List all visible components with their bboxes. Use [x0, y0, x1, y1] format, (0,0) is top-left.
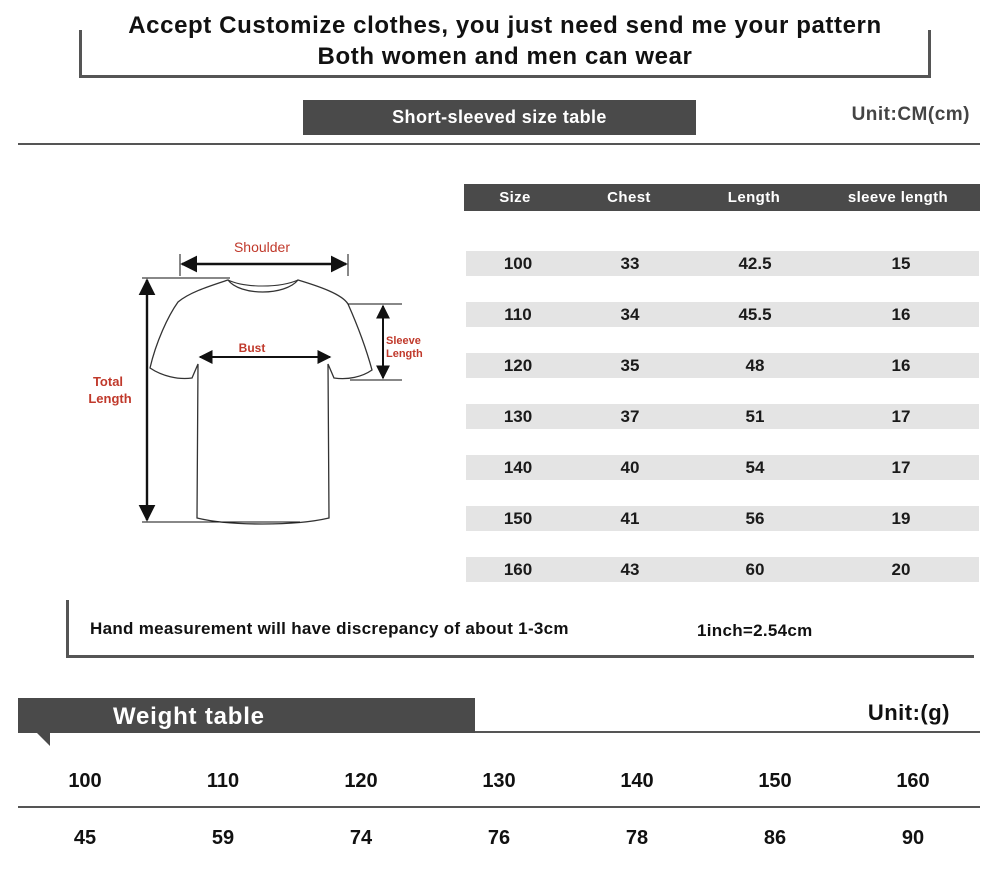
cell-chest: 40 [620, 458, 640, 477]
cell-size: 150 [503, 509, 533, 528]
inch-conversion-note: 1inch=2.54cm [697, 621, 813, 640]
weight-size-cell: 130 [482, 770, 516, 792]
tshirt-measurement-diagram [80, 230, 440, 530]
measurement-note: Hand measurement will have discrepancy of about 1-3cm [90, 619, 569, 638]
cell-sleeve: 17 [891, 407, 911, 426]
cell-chest: 41 [620, 509, 640, 528]
size-table-header [464, 184, 980, 211]
table-row [466, 455, 979, 480]
cell-length: 42.5 [738, 254, 772, 273]
cell-size: 140 [503, 458, 533, 477]
cell-sleeve: 15 [891, 254, 911, 273]
cell-sleeve: 20 [891, 560, 911, 579]
size-unit-label: Unit:CM(cm) [851, 104, 970, 125]
size-table-title: Short-sleeved size table [303, 100, 696, 135]
weight-size-cell: 160 [896, 770, 930, 792]
cell-sleeve: 16 [891, 356, 911, 375]
cell-sleeve: 19 [891, 509, 911, 528]
weight-size-cell: 140 [620, 770, 654, 792]
cell-length: 45.5 [738, 305, 772, 324]
cell-length: 54 [745, 458, 765, 477]
banner-line-2: Both women and men can wear [317, 43, 693, 70]
sleeve-label-line1: Sleeve [386, 335, 421, 347]
cell-length: 60 [745, 560, 765, 579]
cell-size: 110 [504, 305, 532, 324]
weight-size-cell: 110 [206, 770, 240, 792]
cell-chest: 34 [620, 305, 640, 324]
cell-sleeve: 17 [891, 458, 911, 477]
divider [18, 806, 980, 808]
cell-size: 100 [503, 254, 533, 273]
table-row [466, 404, 979, 429]
banner-line-1: Accept Customize clothes, you just need send me your pattern [128, 12, 882, 39]
total-length-label-line2: Length [88, 391, 132, 406]
weight-unit-label: Unit:(g) [867, 700, 950, 725]
table-row [466, 506, 979, 531]
weight-value-cell: 59 [211, 827, 235, 849]
table-row [466, 353, 979, 378]
table-row [466, 251, 979, 276]
header-sleeve-length: sleeve length [847, 189, 949, 206]
total-length-label-line1: Total [92, 374, 124, 389]
divider [18, 143, 980, 145]
header-length: Length [727, 189, 781, 206]
weight-size-cell: 100 [68, 770, 102, 792]
divider [475, 731, 980, 733]
table-row [466, 557, 979, 582]
bust-label: Bust [238, 341, 266, 355]
weight-value-cell: 74 [349, 827, 373, 849]
cell-size: 160 [503, 560, 533, 579]
cell-chest: 43 [620, 560, 640, 579]
sleeve-label-line2: Length [386, 348, 423, 360]
cell-length: 51 [745, 407, 765, 426]
weight-value-cell: 90 [901, 827, 925, 849]
weight-value-cell: 45 [73, 827, 97, 849]
cell-length: 56 [745, 509, 765, 528]
shoulder-label: Shoulder [233, 239, 291, 255]
weight-bar-tab [37, 733, 50, 746]
weight-value-cell: 78 [625, 827, 649, 849]
header-chest: Chest [607, 189, 651, 206]
header-size: Size [499, 189, 531, 206]
weight-size-cell: 120 [344, 770, 378, 792]
cell-chest: 33 [620, 254, 640, 273]
cell-chest: 35 [620, 356, 640, 375]
cell-chest: 37 [620, 407, 640, 426]
weight-table-title: Weight table [113, 703, 265, 730]
cell-sleeve: 16 [891, 305, 911, 324]
tshirt-outline [150, 280, 372, 524]
table-row [466, 302, 979, 327]
weight-size-cell: 150 [758, 770, 792, 792]
weight-value-cell: 86 [763, 827, 787, 849]
cell-length: 48 [745, 356, 765, 375]
cell-size: 130 [503, 407, 533, 426]
cell-size: 120 [503, 356, 533, 375]
weight-value-cell: 76 [487, 827, 511, 849]
